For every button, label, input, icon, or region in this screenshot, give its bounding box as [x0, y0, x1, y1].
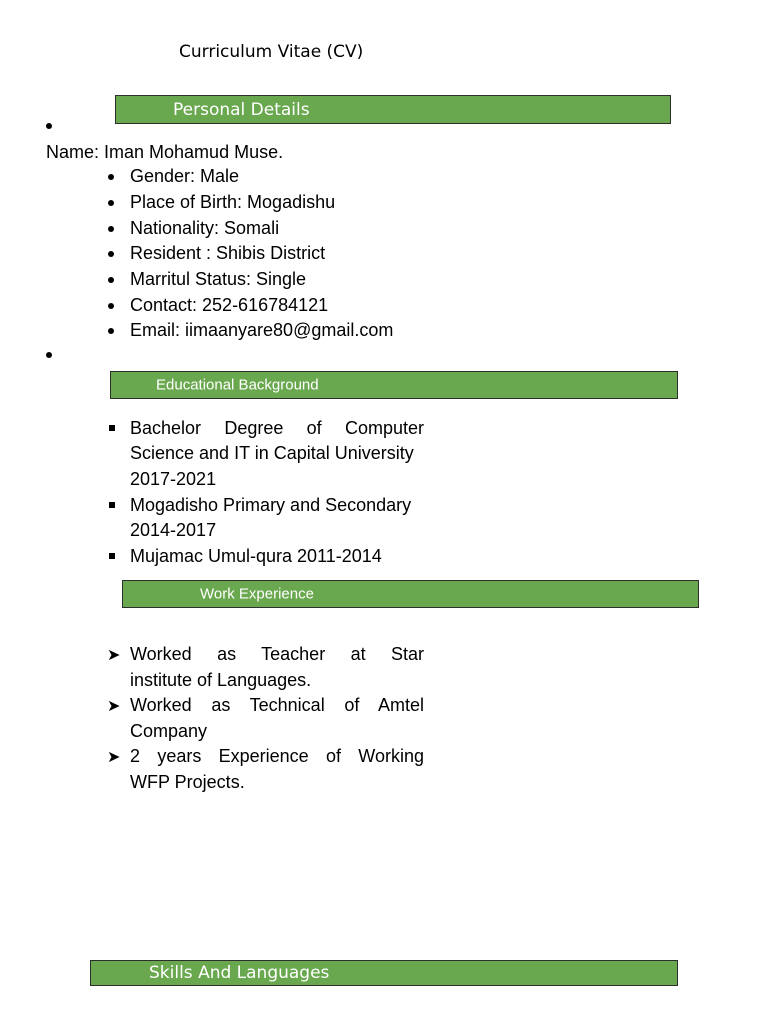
bullet-icon [108, 251, 114, 257]
list-item: Email: iimaanyare80@gmail.com [130, 320, 394, 340]
list-item-line: Company [130, 721, 208, 741]
section-title: Work Experience [200, 585, 314, 603]
name-line: Name: Iman Mohamud Muse. [46, 142, 284, 162]
section-title: Skills And Languages [149, 963, 330, 983]
list-item: Gender: Male [130, 166, 240, 186]
bullet-icon [108, 226, 114, 232]
list-item-line: Mujamac Umul-qura 2011-2014 [130, 546, 382, 566]
bullet-icon [108, 277, 114, 283]
arrow-bullet-icon: ➤ [107, 696, 121, 715]
list-item: Resident : Shibis District [130, 243, 326, 263]
arrow-bullet-icon: ➤ [107, 747, 121, 766]
list-item-line: Worked as Teacher at Star [130, 644, 424, 664]
list-item-line: institute of Languages. [130, 670, 312, 690]
square-bullet-icon [109, 553, 115, 559]
list-item-line: 2 years Experience of Working [130, 746, 424, 766]
bullet-icon [108, 200, 114, 206]
square-bullet-icon [109, 425, 115, 431]
page-title: Curriculum Vitae (CV) [179, 42, 364, 62]
section-header-skills-and-languages [90, 960, 678, 986]
bullet-icon [108, 328, 114, 334]
list-item-line: 2014-2017 [130, 520, 217, 540]
square-bullet-icon [109, 502, 115, 508]
section-header-personal-details [115, 95, 671, 124]
list-item-line: Mogadisho Primary and Secondary [130, 495, 412, 515]
list-item-line: Bachelor Degree of Computer [130, 418, 424, 438]
bullet-icon [46, 352, 52, 358]
list-item-line: Science and IT in Capital University [130, 443, 414, 463]
arrow-bullet-icon: ➤ [107, 645, 121, 664]
list-item: Nationality: Somali [130, 218, 280, 238]
section-header-educational-background [110, 371, 678, 399]
list-item-line: Worked as Technical of Amtel [130, 695, 424, 715]
list-item: Marritul Status: Single [130, 269, 307, 289]
list-item-line: 2017-2021 [130, 469, 217, 489]
bullet-icon [108, 174, 114, 180]
list-item-line: WFP Projects. [130, 772, 245, 792]
bullet-icon [46, 123, 52, 129]
bullet-icon [108, 303, 114, 309]
list-item: Contact: 252-616784121 [130, 295, 329, 315]
section-title: Personal Details [173, 99, 310, 120]
section-title: Educational Background [156, 376, 319, 394]
list-item: Place of Birth: Mogadishu [130, 192, 336, 212]
section-header-work-experience [122, 580, 699, 608]
